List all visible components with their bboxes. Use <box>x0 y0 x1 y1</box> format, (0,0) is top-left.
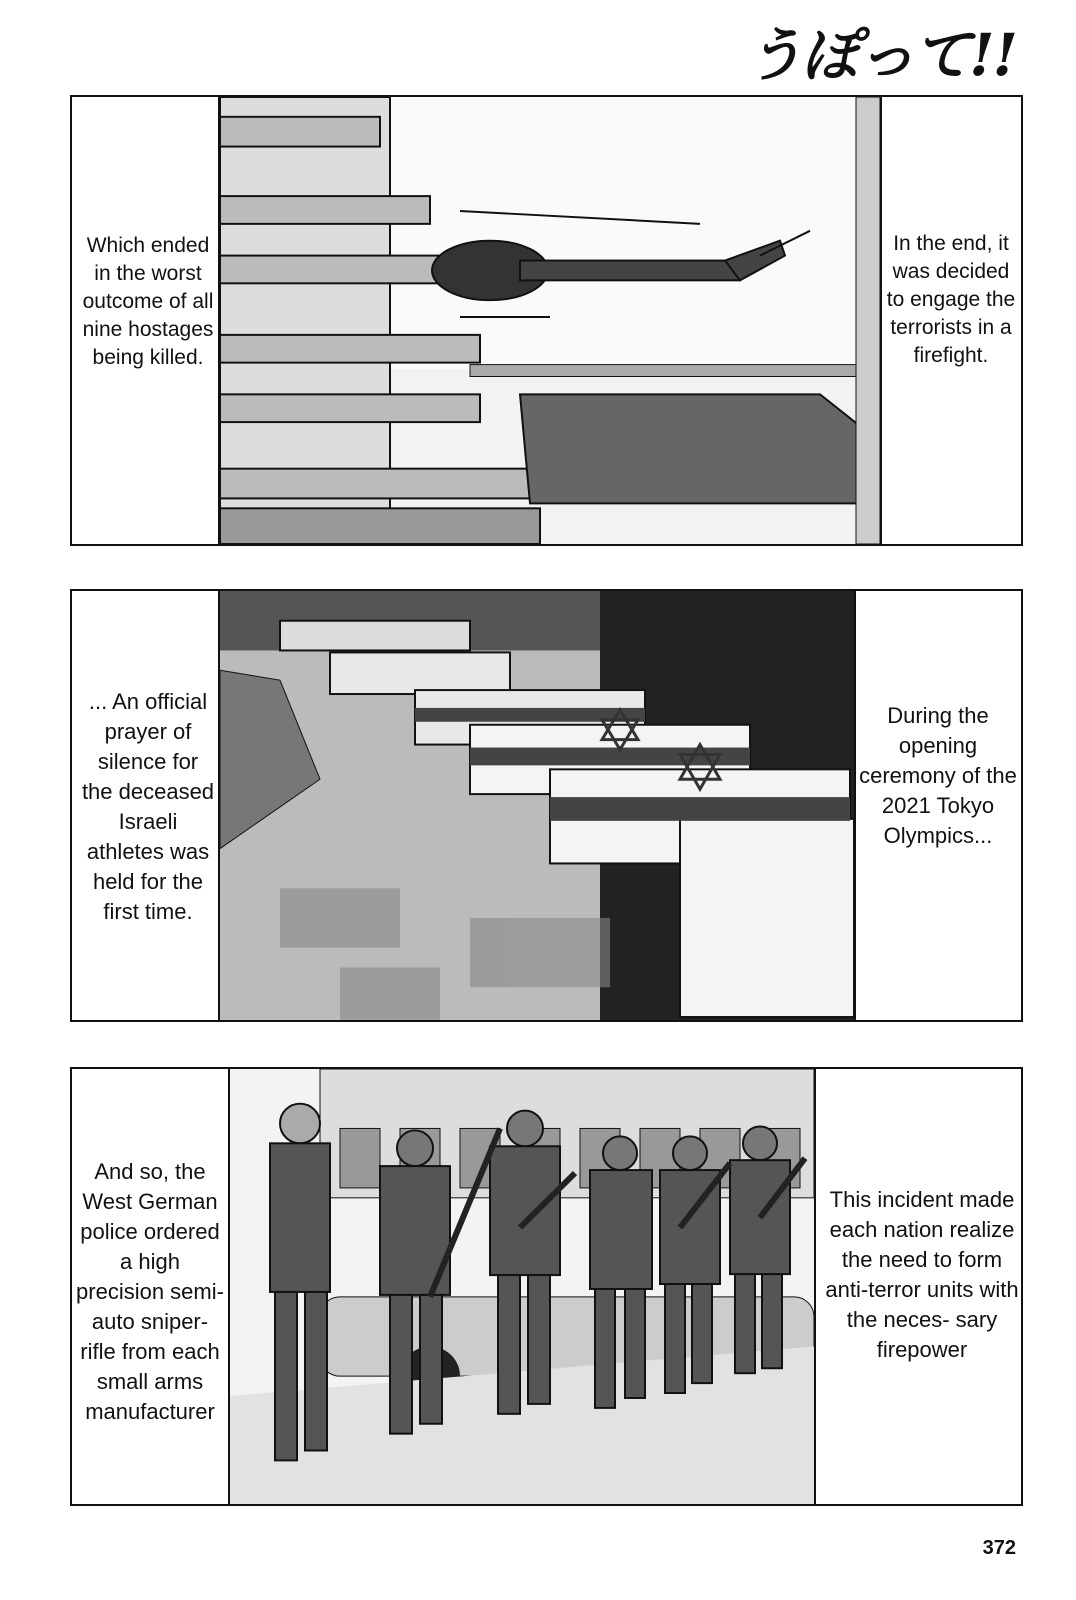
panel-3 <box>70 1067 1023 1506</box>
panel-2 <box>70 589 1023 1022</box>
panel-1-illustration-helicopter <box>218 97 882 544</box>
panel-1-caption-right: In the end, it was decided to engage the terrorists in a firefight. <box>886 232 1016 367</box>
page-number: 372 <box>982 1537 1016 1559</box>
panel-1 <box>70 95 1023 546</box>
panel-2-caption-right: During the opening ceremony of the 2021 Tokyo Olympics... <box>859 703 1017 848</box>
panel-2-caption-left: ... An official prayer of silence for the deceased Israeli athletes was held for the first time. <box>81 689 215 924</box>
panel-3-caption-right: This incident made each nation realize the need to form anti-terror units with the neces- sary firepower <box>825 1187 1019 1362</box>
panel-1-caption-left: Which ended in the worst outcome of all nine hostages being killed. <box>82 234 214 369</box>
series-logo: うぽって!! <box>745 21 1016 89</box>
panel-3-illustration-police-squad <box>228 1069 816 1504</box>
panel-3-caption-left: And so, the West German police ordered a high precision semi-auto sniper-rifle from each small arms manufacturer <box>76 1159 224 1424</box>
panel-2-illustration-coffins <box>218 591 856 1020</box>
